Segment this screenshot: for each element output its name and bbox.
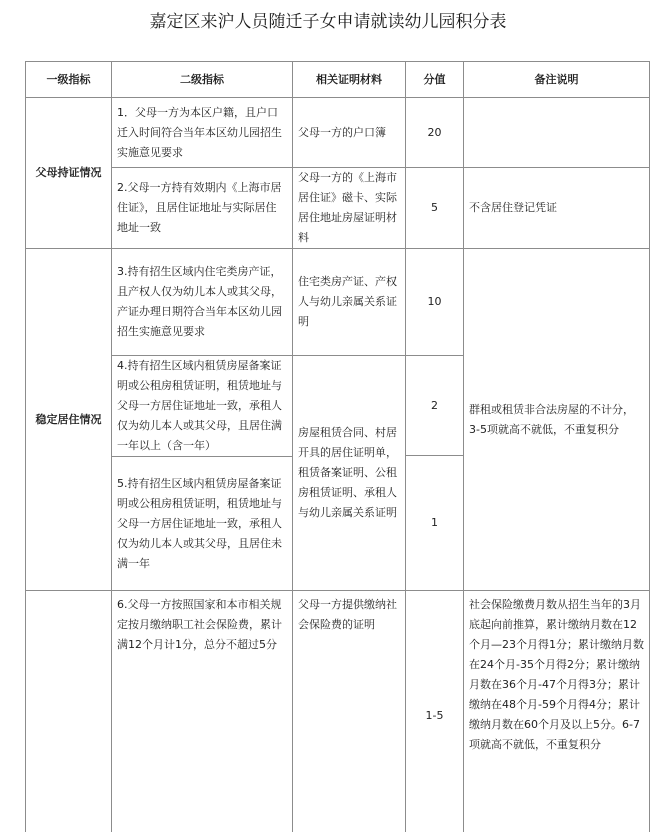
criteria-cell: 6.父母一方按照国家和本市相关规定按月缴纳职工社会保险费，累计满12个月计1分，总分不超过5分 (112, 591, 293, 832)
category-cell (26, 591, 112, 832)
score-cell: 20 (406, 98, 464, 168)
materials-cell: 父母一方的户口簿 (293, 98, 406, 168)
score-cell: 1-5 (406, 591, 464, 832)
notes-cell (464, 98, 650, 168)
criteria-cell: 4.持有招生区域内租赁房屋备案证明或公租房租赁证明，租赁地址与父母一方居住证地址一致，承租人仅为幼儿本人或其父母，且居住满一年以上（含一年） (112, 356, 293, 457)
score-cell: 5 (406, 168, 464, 249)
header-materials: 相关证明材料 (293, 62, 406, 98)
header-row (26, 62, 650, 98)
score-cell: 2 (406, 356, 464, 456)
materials-cell: 房屋租赁合同、村居开具的居住证明单，租赁备案证明、公租房租赁证明、承租人与幼儿亲属关系证明 (293, 356, 406, 591)
header-notes: 备注说明 (464, 62, 650, 98)
criteria-cell: 5.持有招生区域内租赁房屋备案证明或公租房租赁证明，租赁地址与父母一方居住证地址一致，承租人仅为幼儿本人或其父母，且居住未满一年 (112, 457, 293, 591)
score-cell: 1 (406, 456, 464, 591)
header-level1: 一级指标 (26, 62, 112, 98)
materials-cell: 父母一方的《上海市居住证》磁卡、实际居住地址房屋证明材料 (293, 168, 406, 249)
table-row (26, 249, 650, 356)
points-table (25, 61, 650, 832)
materials-cell: 父母一方提供缴纳社会保险费的证明 (293, 591, 406, 832)
table-row (26, 591, 650, 832)
header-level2: 二级指标 (112, 62, 293, 98)
notes-cell: 不含居住登记凭证 (464, 168, 650, 249)
criteria-cell: 2.父母一方持有效期内《上海市居住证》，且居住证地址与实际居住地址一致 (112, 168, 293, 249)
materials-cell: 住宅类房产证、产权人与幼儿亲属关系证明 (293, 249, 406, 356)
notes-cell: 群租或租赁非合法房屋的不计分，3-5项就高不就低，不重复积分 (464, 249, 650, 591)
table-row (26, 168, 650, 249)
criteria-cell: 3.持有招生区域内住宅类房产证，且产权人仅为幼儿本人或其父母，产证办理日期符合当年本区幼儿园招生实施意见要求 (112, 249, 293, 356)
criteria-cell: 1．父母一方为本区户籍，且户口迁入时间符合当年本区幼儿园招生实施意见要求 (112, 98, 293, 168)
page-title: 嘉定区来沪人员随迁子女申请就读幼儿园积分表 (149, 12, 507, 32)
score-cell: 10 (406, 249, 464, 356)
table-row (26, 98, 650, 168)
notes-cell: 社会保险缴费月数从招生当年的3月底起向前推算，累计缴纳月数在12个月—23个月得1分；累计缴纳月数在24个月-35个月得2分；累计缴纳月数在36个月-47个月得3分；累计缴纳在48个月-59个月得4分；累计缴纳月数在60个月及以上5分。6-7项就高不就低，不重复积分 (464, 591, 650, 832)
category-cell: 父母持证情况 (26, 98, 112, 249)
category-cell: 稳定居住情况 (26, 249, 112, 591)
header-score: 分值 (406, 62, 464, 98)
